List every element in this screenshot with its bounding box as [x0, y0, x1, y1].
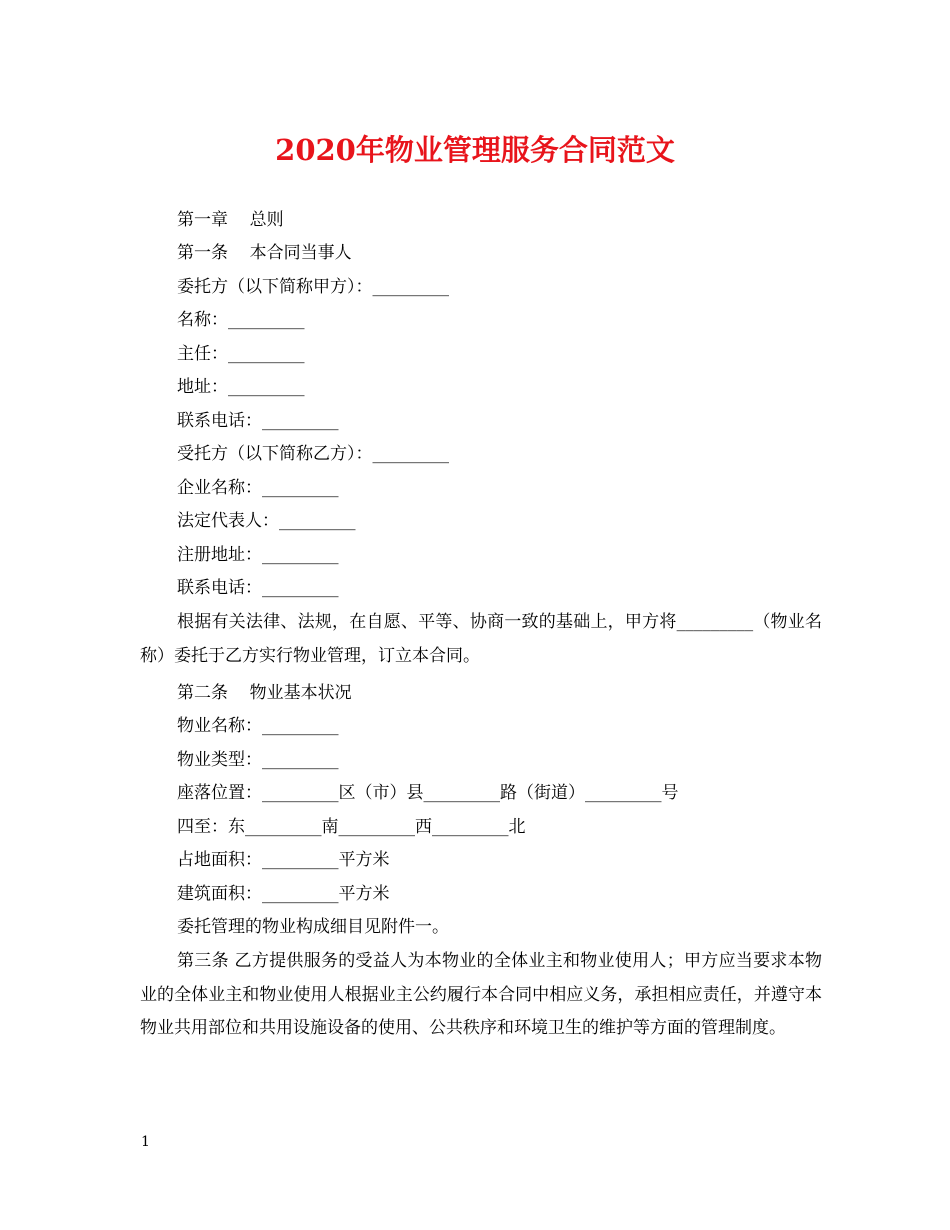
party-a-name-line: 名称：_________: [177, 310, 305, 330]
chapter-heading: 第一章 总则: [177, 210, 284, 230]
property-location-line: 座落位置：_________区（市）县_________路（街道）_________号: [177, 783, 679, 803]
party-a-phone-line: 联系电话：_________: [177, 411, 339, 431]
property-name-line: 物业名称：_________: [177, 716, 339, 736]
party-b-line: 受托方（以下简称乙方）：_________: [177, 444, 449, 464]
property-boundaries-line: 四至：东_________南_________西_________北: [177, 817, 526, 837]
article-two-heading: 第二条 物业基本状况: [177, 683, 352, 703]
party-a-director-line: 主任：_________: [177, 344, 305, 364]
page-number: 1: [141, 1134, 150, 1150]
party-b-company-line: 企业名称：_________: [177, 478, 339, 498]
party-a-address-line: 地址：_________: [177, 377, 305, 397]
party-a-line: 委托方（以下简称甲方）：_________: [177, 277, 449, 297]
building-area-line: 建筑面积：_________平方米: [177, 884, 390, 904]
party-b-representative-line: 法定代表人：_________: [177, 511, 356, 531]
party-b-phone-line: 联系电话：_________: [177, 578, 339, 598]
document-title: 2020年物业管理服务合同范文: [275, 133, 675, 167]
land-area-line: 占地面积：_________平方米: [177, 850, 390, 870]
article-three-paragraph: 第三条 乙方提供服务的受益人为本物业的全体业主和物业使用人；甲方应当要求本物业的全体业主和物业使用人根据业主公约履行本合同中相应义务，承担相应责任，并遵守本物业共用部位和共用设施设备的使用、公共秩序和环境卫生的维护等方面的管理制度。: [140, 951, 822, 1038]
party-b-address-line: 注册地址：_________: [177, 545, 339, 565]
article-heading: 第一条 本合同当事人: [177, 243, 352, 263]
property-type-line: 物业类型：_________: [177, 750, 339, 770]
appendix-note-line: 委托管理的物业构成细目见附件一。: [177, 917, 449, 937]
agreement-paragraph: 根据有关法律、法规，在自愿、平等、协商一致的基础上，甲方将_________（物业名称）委托于乙方实行物业管理，订立本合同。: [140, 612, 822, 666]
